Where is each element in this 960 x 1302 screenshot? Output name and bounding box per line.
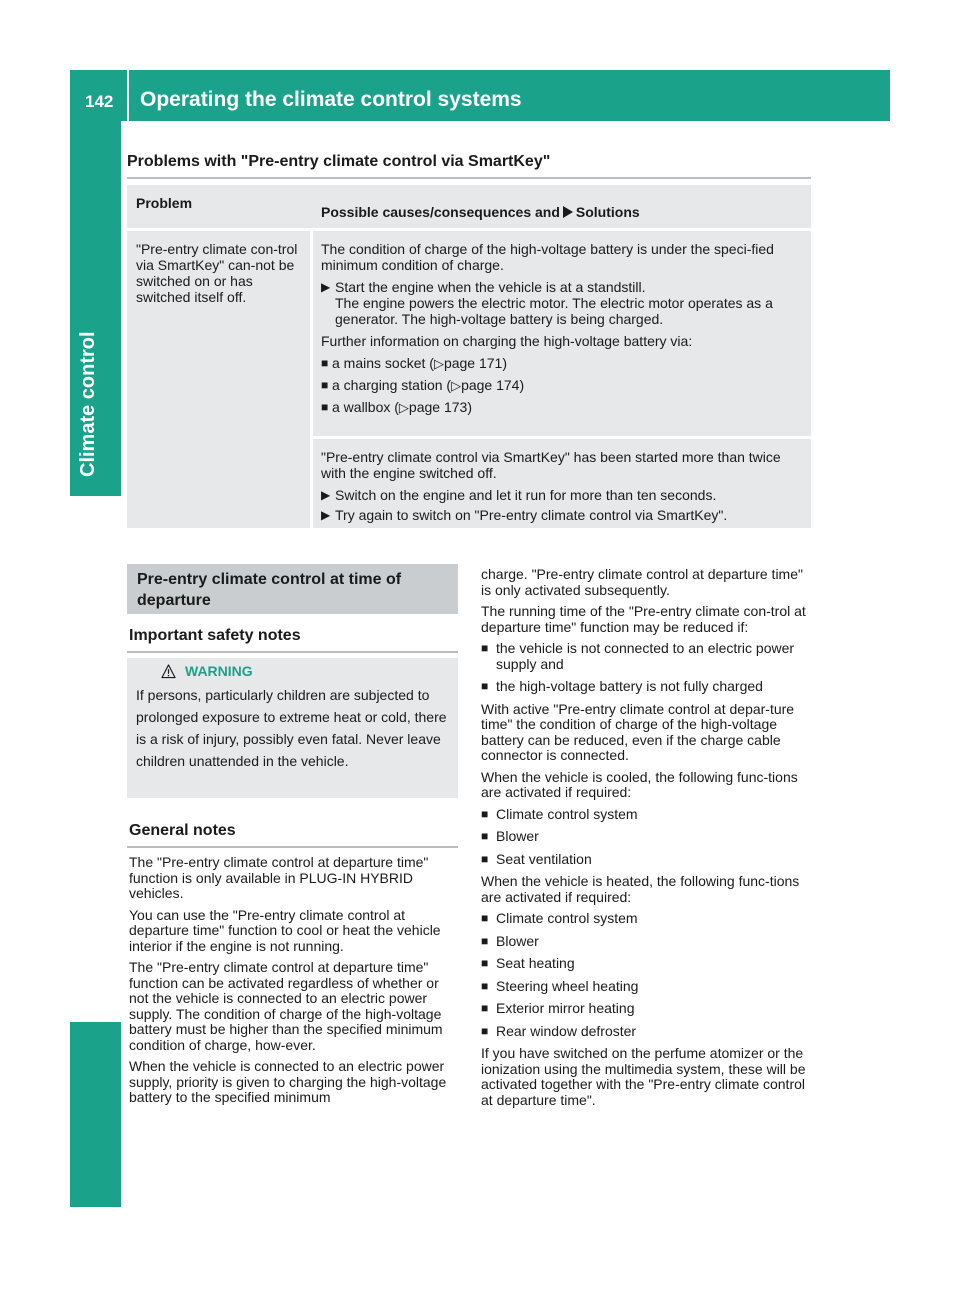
col-header-solutions <box>313 185 811 228</box>
list-item <box>481 641 812 672</box>
step-item <box>321 487 803 503</box>
table-header <box>127 185 811 228</box>
list-item <box>481 934 812 950</box>
list-item <box>481 807 812 823</box>
page-number: 142 <box>85 92 114 111</box>
paragraph: The running time of the "Pre-entry climate con-trol at departure time" function may be reduced if: <box>481 603 806 635</box>
step-arrow-icon: ▶ <box>321 488 331 502</box>
list-item <box>481 979 812 995</box>
paragraph: charge. "Pre-entry climate control at departure time" is only activated subsequently. <box>481 566 803 598</box>
bullet-icon: ■ <box>481 806 489 821</box>
side-tab-label: Climate control <box>77 331 99 477</box>
step-text: Try again to switch on "Pre-entry climate control via SmartKey". <box>335 507 728 523</box>
step-item <box>321 279 803 327</box>
paragraph: When the vehicle is cooled, the following func-tions are activated if required: <box>481 768 798 800</box>
list-item <box>481 829 812 845</box>
warning-label: WARNING <box>185 663 253 679</box>
list-item <box>481 956 812 972</box>
bullet-icon: ■ <box>481 933 489 948</box>
page-ref-link[interactable]: page 174 <box>461 377 520 393</box>
general-heading: General notes <box>129 822 236 839</box>
page-ref-icon: ▷ <box>433 356 444 371</box>
bullet-icon: ■ <box>481 911 489 925</box>
solution-block-2 <box>313 439 811 528</box>
left-column <box>129 855 460 1112</box>
step-item <box>321 507 803 523</box>
bullet-text: a mains socket ( <box>332 355 434 371</box>
bullet-text: Climate control system <box>496 910 638 926</box>
bullet-icon: ■ <box>481 679 489 693</box>
bullet-icon: ■ <box>481 641 489 655</box>
side-block <box>70 1022 121 1207</box>
page-ref-link[interactable]: page 173 <box>408 399 468 415</box>
safety-rule <box>127 651 458 653</box>
col-header-problem: Problem <box>136 195 193 211</box>
right-column <box>481 567 812 1114</box>
problems-rule <box>127 177 811 179</box>
table-row <box>127 231 811 528</box>
general-rule <box>127 846 458 848</box>
page-ref-icon: ▷ <box>451 378 462 393</box>
warning-icon <box>161 664 176 679</box>
col-header-solutions-pre: Possible causes/consequences and <box>321 204 560 220</box>
page-title: Operating the climate control systems <box>140 88 522 111</box>
bullet-text: Rear window defroster <box>496 1022 637 1039</box>
paragraph: With active "Pre-entry climate control at depar-ture time" the condition of charge of the high-voltage battery can be reduced, even if the charge cable connector is connected. <box>481 700 795 763</box>
bullet-text: Seat ventilation <box>496 850 592 867</box>
bullet-icon: ■ <box>481 956 489 970</box>
section-title: Pre-entry climate control at time of departure <box>127 564 458 614</box>
problems-table <box>127 185 811 528</box>
bullet-icon: ■ <box>481 851 489 866</box>
list-item <box>481 1001 812 1017</box>
step-text: Start the engine when the vehicle is at a standstill. <box>335 279 646 295</box>
bullet-icon: ■ <box>481 1001 489 1015</box>
list-item <box>481 852 812 868</box>
bullet-icon: ■ <box>481 829 489 843</box>
bullet-text: the high-voltage battery is not fully charged <box>496 678 763 694</box>
header-divider <box>127 70 129 121</box>
bullet-icon: ■ <box>481 978 489 993</box>
step-arrow-icon: ▶ <box>321 280 331 294</box>
list-item <box>321 399 803 416</box>
paragraph: You can use the "Pre-entry climate control at departure time" function to cool or heat the vehicle interior if the engine is not running. <box>129 906 441 954</box>
step-detail: The engine powers the electric motor. The electric motor operates as a generator. The high-voltage battery is being charged. <box>335 295 773 327</box>
bullet-text: Climate control system <box>496 805 638 822</box>
warning-text: If persons, particularly children are subjected to prolonged exposure to extreme heat or cold, there is a risk of injury, possibly even fatal. Never leave children unattended in the vehicle. <box>136 687 447 769</box>
col-header-solutions-post: Solutions <box>575 204 640 220</box>
problem-cell: "Pre-entry climate con-trol via SmartKey" can-not be switched on or has switched itself off. <box>127 231 310 528</box>
bullet-close: ) <box>467 399 472 415</box>
cooled-list <box>481 807 812 868</box>
solution-arrow-icon <box>563 206 573 218</box>
bullet-text: Seat heating <box>496 955 575 971</box>
problems-title: Problems with "Pre-entry climate control via SmartKey" <box>127 153 551 170</box>
list-item <box>481 911 812 927</box>
bullet-icon: ■ <box>321 378 329 392</box>
step-arrow-icon: ▶ <box>321 508 331 522</box>
list-item <box>321 377 803 394</box>
bullet-text: Steering wheel heating <box>496 977 639 994</box>
page-ref-icon: ▷ <box>398 400 409 415</box>
paragraph: The "Pre-entry climate control at departure time" function can be activated regardless of whether or not the vehicle is connected to an electric power supply. The condition of charge of the high-voltage battery must be higher than the specified minimum condition of charge, how-ever. <box>129 959 443 1053</box>
bullet-close: ) <box>519 377 525 393</box>
cause-text: The condition of charge of the high-voltage battery is under the speci-fied minimum condition of charge. <box>321 241 774 273</box>
bullet-text: Exterior mirror heating <box>496 1000 635 1016</box>
heated-list <box>481 911 812 1039</box>
bullet-text: the vehicle is not connected to an electric power supply and <box>496 640 795 672</box>
paragraph: The "Pre-entry climate control at departure time" function is only available in PLUG-IN HYBRID vehicles. <box>129 854 429 901</box>
bullet-close: ) <box>502 355 508 371</box>
list-item <box>321 355 803 372</box>
further-info: Further information on charging the high-voltage battery via: <box>321 333 693 349</box>
paragraph: When the vehicle is heated, the following func-tions are activated if required: <box>481 873 800 905</box>
list-item <box>481 1024 812 1040</box>
bullet-text: a wallbox ( <box>332 399 399 415</box>
list-item <box>481 679 812 695</box>
step-text: Switch on the engine and let it run for more than ten seconds. <box>335 487 717 503</box>
bullet-icon: ■ <box>321 356 329 370</box>
page-ref-link[interactable]: page 171 <box>443 355 503 371</box>
warning-head <box>161 663 449 679</box>
bullet-text: a charging station ( <box>332 377 452 393</box>
solution-block-1 <box>313 231 811 436</box>
cause-text: "Pre-entry climate control via SmartKey" has been started more than twice with the engine switched off. <box>321 449 781 481</box>
reduced-list <box>481 641 812 695</box>
paragraph: If you have switched on the perfume atomizer or the ionization using the multimedia system, these will be activated together with the "Pre-entry climate control at departure time". <box>481 1045 806 1108</box>
safety-heading: Important safety notes <box>129 627 301 644</box>
bullet-text: Blower <box>496 932 539 949</box>
bullet-icon: ■ <box>321 400 329 414</box>
warning-box <box>127 658 458 798</box>
bullet-icon: ■ <box>481 1023 489 1038</box>
bullet-text: Blower <box>496 828 539 844</box>
solutions-cell <box>313 231 811 528</box>
paragraph: When the vehicle is connected to an electric power supply, priority is given to charging the high-voltage battery to the specified minimum <box>129 1058 447 1105</box>
